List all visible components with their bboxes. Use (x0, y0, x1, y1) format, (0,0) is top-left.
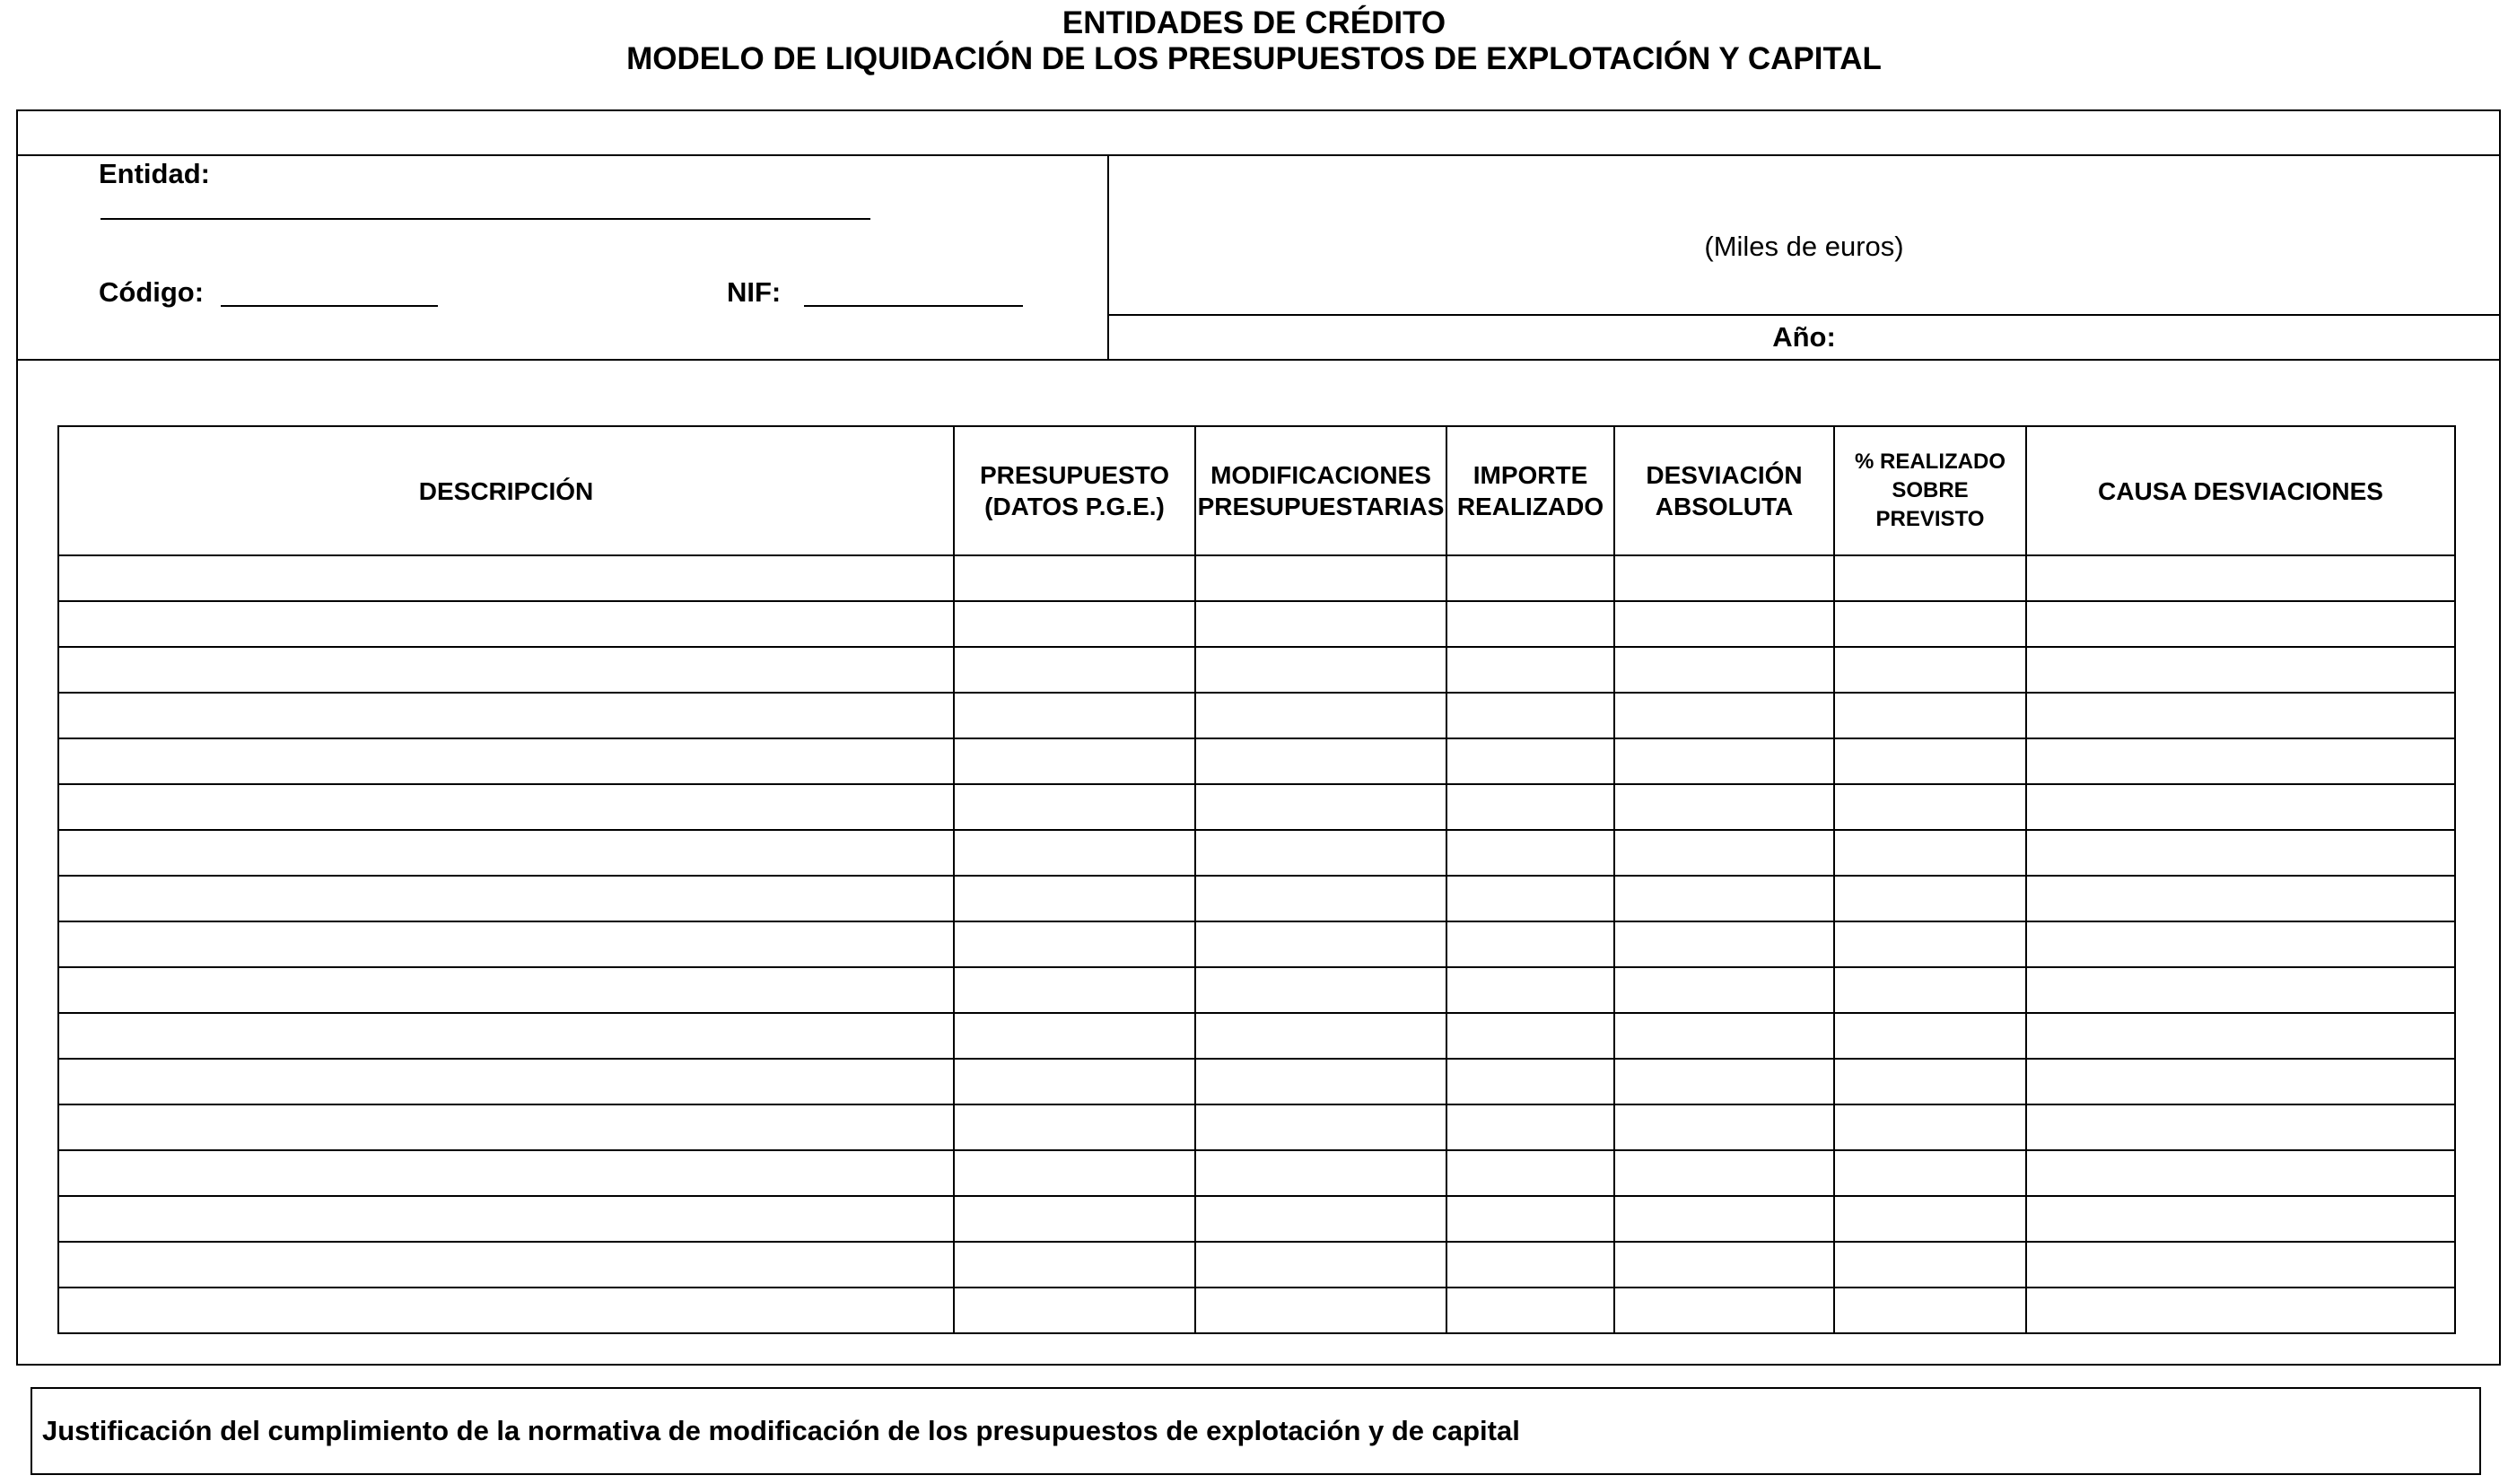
table-cell[interactable] (58, 555, 954, 601)
table-row (58, 1059, 2455, 1104)
table-cell[interactable] (1446, 967, 1614, 1013)
table-cell[interactable] (58, 1013, 954, 1059)
table-cell[interactable] (2026, 784, 2455, 830)
table-cell[interactable] (2026, 1150, 2455, 1196)
table-row (58, 738, 2455, 784)
table-cell[interactable] (1834, 1150, 2026, 1196)
table-row (58, 555, 2455, 601)
table-cell[interactable] (2026, 647, 2455, 693)
col-modificaciones-label: MODIFICACIONES PRESUPUESTARIAS (1197, 461, 1445, 520)
table-cell[interactable] (58, 830, 954, 876)
col-descripcion-label: DESCRIPCIÓN (418, 476, 594, 505)
table-row (58, 784, 2455, 830)
table-cell[interactable] (1614, 1150, 1834, 1196)
table-cell[interactable] (1834, 601, 2026, 647)
table-cell[interactable] (1195, 1288, 1446, 1333)
table-cell[interactable] (1834, 738, 2026, 784)
table-cell[interactable] (954, 921, 1195, 967)
table-cell[interactable] (1614, 601, 1834, 647)
table-cell[interactable] (2026, 967, 2455, 1013)
table-cell[interactable] (954, 1013, 1195, 1059)
table-cell[interactable] (1446, 647, 1614, 693)
table-row (58, 601, 2455, 647)
table-cell[interactable] (954, 1150, 1195, 1196)
table-cell[interactable] (1195, 830, 1446, 876)
table-cell[interactable] (1614, 1196, 1834, 1242)
table-cell[interactable] (2026, 1013, 2455, 1059)
table-cell[interactable] (2026, 1196, 2455, 1242)
table-row (58, 921, 2455, 967)
table-cell[interactable] (2026, 738, 2455, 784)
table-cell[interactable] (1195, 784, 1446, 830)
table-cell[interactable] (1446, 1059, 1614, 1104)
table-cell[interactable] (1834, 647, 2026, 693)
table-cell[interactable] (954, 830, 1195, 876)
table-cell[interactable] (1195, 647, 1446, 693)
justification-label: Justificación del cumplimiento de la normativa de modificación de los presupuestos de explotación y de capital (42, 1415, 1520, 1446)
table-header-row (58, 426, 2455, 555)
table-cell[interactable] (1834, 555, 2026, 601)
table-cell[interactable] (58, 1242, 954, 1288)
table-row (58, 1242, 2455, 1288)
table-cell[interactable] (1614, 1059, 1834, 1104)
table-cell[interactable] (58, 601, 954, 647)
table-row (58, 1288, 2455, 1333)
table-row (58, 876, 2455, 921)
table-cell[interactable] (1614, 693, 1834, 738)
entidad-field[interactable] (100, 218, 870, 220)
table-cell[interactable] (58, 1288, 954, 1333)
table-row (58, 967, 2455, 1013)
table-cell[interactable] (1834, 1242, 2026, 1288)
table-cell[interactable] (954, 647, 1195, 693)
col-modificaciones (1195, 426, 1446, 555)
col-causa-label: CAUSA DESVIACIONES (2098, 476, 2383, 505)
table-cell[interactable] (1195, 555, 1446, 601)
table-cell[interactable] (1614, 967, 1834, 1013)
table-cell[interactable] (954, 1288, 1195, 1333)
table-cell[interactable] (1446, 1242, 1614, 1288)
table-cell[interactable] (1195, 1104, 1446, 1150)
table-cell[interactable] (1834, 967, 2026, 1013)
table-cell[interactable] (954, 1059, 1195, 1104)
table-cell[interactable] (1614, 1288, 1834, 1333)
table-cell[interactable] (2026, 876, 2455, 921)
ano-label: Año: (1772, 321, 1836, 353)
table-cell[interactable] (1446, 876, 1614, 921)
table-cell[interactable] (58, 876, 954, 921)
table-cell[interactable] (1446, 784, 1614, 830)
table-cell[interactable] (1614, 876, 1834, 921)
table-cell[interactable] (58, 738, 954, 784)
table-cell[interactable] (1446, 693, 1614, 738)
table-cell[interactable] (954, 1104, 1195, 1150)
table-cell[interactable] (1195, 601, 1446, 647)
table-cell[interactable] (1614, 1104, 1834, 1150)
table-cell[interactable] (1834, 1104, 2026, 1150)
form-subtitle: MODELO DE LIQUIDACIÓN DE LOS PRESUPUESTOS DE EXPLOTACIÓN Y CAPITAL (626, 41, 1882, 76)
table-cell[interactable] (954, 784, 1195, 830)
table-cell[interactable] (954, 876, 1195, 921)
table-cell[interactable] (1195, 876, 1446, 921)
table-cell[interactable] (2026, 1242, 2455, 1288)
form-title: ENTIDADES DE CRÉDITO (1062, 5, 1446, 40)
table-cell[interactable] (2026, 1059, 2455, 1104)
table-cell[interactable] (1195, 1150, 1446, 1196)
units-label: (Miles de euros) (1704, 231, 1904, 262)
table-cell[interactable] (58, 1196, 954, 1242)
table-cell[interactable] (1834, 693, 2026, 738)
table-cell[interactable] (2026, 693, 2455, 738)
col-descripcion (58, 426, 954, 555)
table-cell[interactable] (1446, 1150, 1614, 1196)
table-row (58, 830, 2455, 876)
table-cell[interactable] (2026, 1288, 2455, 1333)
table-cell[interactable] (954, 1242, 1195, 1288)
table-cell[interactable] (2026, 601, 2455, 647)
col-importe (1446, 426, 1614, 555)
table-cell[interactable] (1195, 967, 1446, 1013)
table-cell[interactable] (1614, 738, 1834, 784)
table-cell[interactable] (1614, 830, 1834, 876)
col-porcentaje-label: % REALIZADO SOBRE PREVISTO (1855, 450, 2006, 531)
table-cell[interactable] (954, 693, 1195, 738)
table-row (58, 1196, 2455, 1242)
table-cell[interactable] (1446, 601, 1614, 647)
table-row (58, 647, 2455, 693)
table-cell[interactable] (1195, 1013, 1446, 1059)
table-cell[interactable] (954, 1196, 1195, 1242)
table-cell[interactable] (1195, 1242, 1446, 1288)
table-cell[interactable] (1834, 784, 2026, 830)
table-cell[interactable] (1446, 921, 1614, 967)
table-cell[interactable] (1195, 1196, 1446, 1242)
col-causa (2026, 426, 2455, 555)
table-row (58, 1150, 2455, 1196)
col-importe-label: IMPORTE REALIZADO (1456, 461, 1604, 520)
table-cell[interactable] (1195, 921, 1446, 967)
table-cell[interactable] (1446, 738, 1614, 784)
table-cell[interactable] (58, 1104, 954, 1150)
budget-table (57, 425, 2456, 1334)
table-cell[interactable] (1446, 555, 1614, 601)
table-cell[interactable] (58, 1059, 954, 1104)
table-cell[interactable] (1446, 830, 1614, 876)
table-row (58, 693, 2455, 738)
table-cell[interactable] (58, 921, 954, 967)
table-cell[interactable] (1614, 784, 1834, 830)
table-row (58, 1013, 2455, 1059)
table-cell[interactable] (954, 601, 1195, 647)
table-cell[interactable] (1834, 1013, 2026, 1059)
table-cell[interactable] (58, 784, 954, 830)
table-cell[interactable] (954, 738, 1195, 784)
table-cell[interactable] (2026, 555, 2455, 601)
table-cell[interactable] (1195, 1059, 1446, 1104)
table-cell[interactable] (58, 1150, 954, 1196)
table-cell[interactable] (58, 967, 954, 1013)
table-cell[interactable] (1614, 647, 1834, 693)
table-cell[interactable] (1614, 1242, 1834, 1288)
codigo-field[interactable] (221, 305, 438, 307)
units-divider (1107, 314, 2501, 316)
table-cell[interactable] (1614, 1013, 1834, 1059)
col-desviacion-label: DESVIACIÓN ABSOLUTA (1646, 461, 1803, 520)
entidad-label: Entidad: (99, 158, 210, 189)
table-cell[interactable] (1834, 1288, 2026, 1333)
table-cell[interactable] (1195, 738, 1446, 784)
table-cell[interactable] (2026, 1104, 2455, 1150)
table-cell[interactable] (1834, 876, 2026, 921)
table-cell[interactable] (1446, 1013, 1614, 1059)
table-cell[interactable] (1446, 1104, 1614, 1150)
nif-field[interactable] (804, 305, 1023, 307)
col-porcentaje (1834, 426, 2026, 555)
table-cell[interactable] (58, 693, 954, 738)
table-cell[interactable] (1834, 1196, 2026, 1242)
codigo-label: Código: (99, 276, 205, 308)
table-cell[interactable] (1614, 555, 1834, 601)
table-cell[interactable] (2026, 830, 2455, 876)
table-cell[interactable] (58, 647, 954, 693)
table-cell[interactable] (1195, 693, 1446, 738)
table-cell[interactable] (1446, 1196, 1614, 1242)
col-presupuesto-label: PRESUPUESTO (DATOS P.G.E.) (979, 461, 1170, 520)
table-cell[interactable] (954, 967, 1195, 1013)
table-cell[interactable] (1614, 921, 1834, 967)
table-row (58, 1104, 2455, 1150)
table-cell[interactable] (2026, 921, 2455, 967)
table-cell[interactable] (954, 555, 1195, 601)
nif-label: NIF: (727, 276, 782, 308)
table-cell[interactable] (1834, 1059, 2026, 1104)
table-cell[interactable] (1834, 830, 2026, 876)
table-cell[interactable] (1446, 1288, 1614, 1333)
col-presupuesto (954, 426, 1195, 555)
header-divider-bottom (16, 359, 2501, 361)
table-cell[interactable] (1834, 921, 2026, 967)
header-divider-top (16, 154, 2501, 156)
col-desviacion (1614, 426, 1834, 555)
